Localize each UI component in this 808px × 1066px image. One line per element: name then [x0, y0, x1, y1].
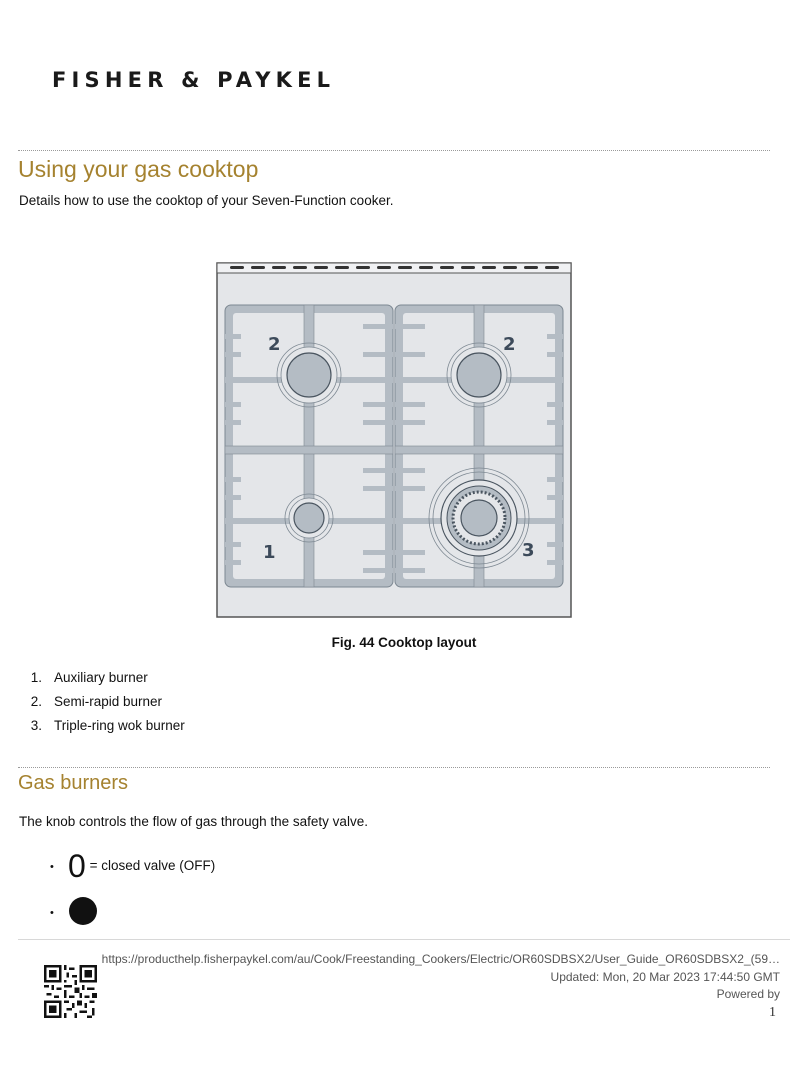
burner-label-bottom-right: 3	[522, 540, 535, 561]
page-title: Using your gas cooktop	[18, 156, 259, 182]
burner-list	[18, 669, 185, 741]
off-symbol: 0	[68, 848, 86, 884]
bullet-item	[50, 848, 215, 885]
section-title: Gas burners	[18, 772, 129, 794]
intro-text: Details how to use the cooktop of your Seven-Function cooker.	[19, 193, 394, 208]
source-url[interactable]: https://producthelp.fisherpaykel.com/au/Cook/Freestanding_Cookers/Electric/OR60SDBSX2/User_Guide_OR60SDBSX2_(59…	[101, 952, 780, 966]
burner-top-right	[447, 343, 511, 407]
bullet-text: = closed valve (OFF)	[89, 858, 216, 874]
figure-caption: Fig. 44 Cooktop layout	[331, 635, 477, 650]
list-number: 3.	[30, 718, 42, 733]
list-text: Auxiliary burner	[54, 670, 148, 685]
list-item	[18, 669, 185, 693]
footer-divider	[18, 939, 790, 940]
qr-code-icon[interactable]	[44, 965, 97, 1018]
list-text: Triple-ring wok burner	[54, 718, 185, 733]
section-divider	[18, 150, 770, 151]
list-number: 1.	[30, 670, 42, 685]
list-number: 2.	[30, 694, 42, 709]
burner-top-left	[277, 343, 341, 407]
page-number: 1	[769, 1005, 776, 1020]
updated-timestamp: Updated: Mon, 20 Mar 2023 17:44:50 GMT	[550, 970, 780, 984]
burner-label-top-right: 2	[503, 334, 516, 355]
list-item	[18, 717, 185, 741]
knob-position-icon	[69, 897, 97, 925]
bullet-marker: •	[50, 907, 54, 920]
burner-label-bottom-left: 1	[263, 542, 276, 563]
list-text: Semi-rapid burner	[54, 694, 163, 709]
bullet-marker: •	[50, 860, 54, 873]
section-divider	[18, 767, 770, 768]
brand-logo: FISHER & PAYKEL	[52, 68, 336, 92]
bullet-item	[50, 905, 68, 920]
burner-label-top-left: 2	[268, 334, 281, 355]
list-item	[18, 693, 185, 717]
burner-bottom-left	[285, 494, 333, 542]
powered-by: Powered by	[716, 987, 780, 1001]
section-intro: The knob controls the flow of gas through the safety valve.	[19, 814, 368, 829]
cooktop-diagram	[216, 262, 572, 618]
